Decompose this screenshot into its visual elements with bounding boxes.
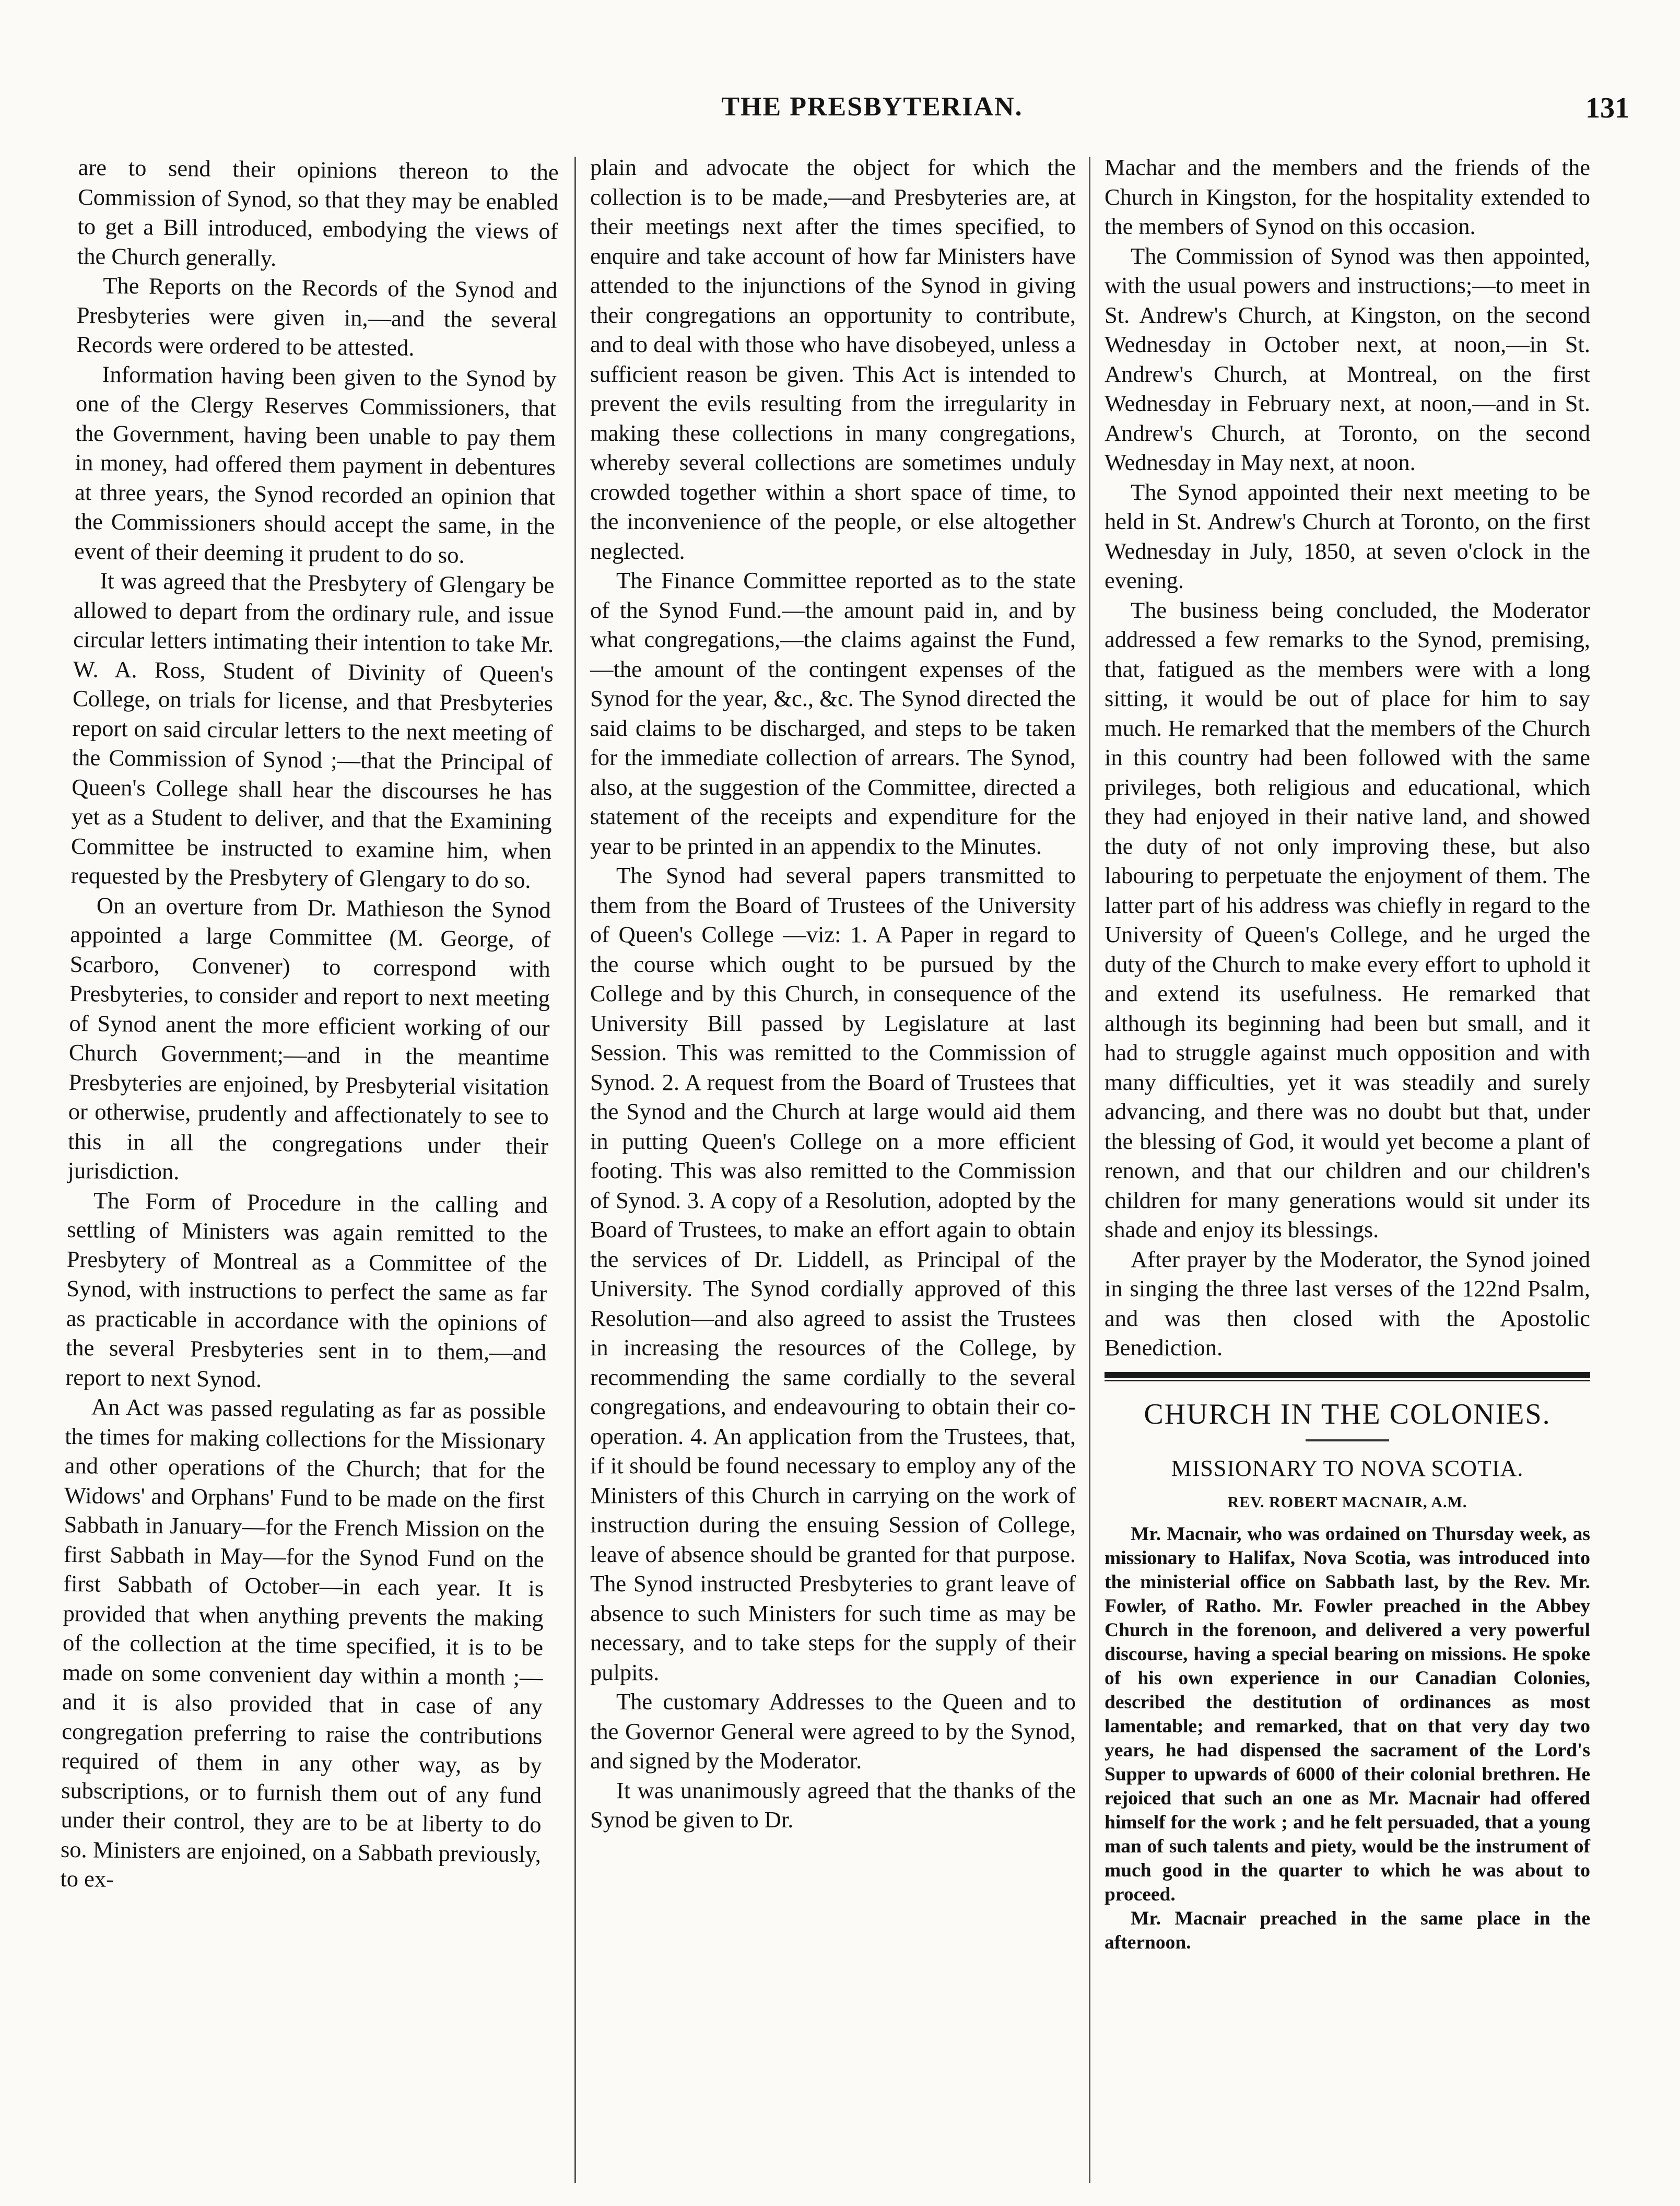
- column-divider-1: [574, 157, 576, 2183]
- paragraph: are to send their opinions thereon to the Commission of Synod, so that they may be enabled to get a Bill introduced, embodying the views of the Church generally.: [77, 154, 559, 271]
- paragraph: Mr. Macnair, who was ordained on Thursday week, as missionary to Halifax, Nova Scotia, was introduced into the ministerial office on Sabbath last, by the Rev. Mr. Fowler, of Ratho. Mr. Fowler preached in the Abbey Church in the forenoon, and delivered a very powerful discourse, having a special bearing on missions. He spoke of his own experience in our Canadian Colonies, described the destitution of ordinances as most lamentable; and remarked, that on that very day two years, he had dispensed the sacrament of the Lord's Supper to upwards of 6000 of their colonial brethren. He rejoiced that such an one as Mr. Macnair had offered himself for the work ; and he felt persuaded, that a young man of such talents and piety, would be the instrument of much good in the quarter to which he was about to proceed.: [1105, 1523, 1590, 1905]
- section-divider: [1105, 1372, 1590, 1380]
- short-divider: [1306, 1439, 1389, 1441]
- paragraph: The Synod had several papers transmitted to them from the Board of Trustees of the University of Queen's College —viz: 1. A Paper in regard to the course which ought to be pursued by the College and by this Church, in consequence of the University Bill passed by Legislature at last Session. This was remitted to the Commission of Synod. 2. A request from the Board of Trustees that the Synod and the Church at large would aid them in putting Queen's College on a more efficient footing. This was also remitted to the Commission of Synod. 3. A copy of a Resolution, adopted by the Board of Trustees, to make an effort again to obtain the services of Dr. Liddell, as Principal of the University. The Synod cordially approved of this Resolution—and also agreed to assist the Trustees in increasing the resources of the College, by recommending the same cordially to the several congregations, and endeavouring to obtain their co-operation. 4. An application from the Trustees, that, if it should be found necessary to employ any of the Ministers of this Church in carrying on the work of instruction during the ensuing Session of College, leave of absence should be granted for that purpose. The Synod instructed Presbyteries to grant leave of absence to such Ministers for such time as may be necessary, and to take steps for the supply of their pulpits.: [590, 862, 1076, 1685]
- paragraph: plain and advocate the object for which the collection is to be made,—and Presbyteries are, at their meetings next after the times specified, to enquire and take account of how far Ministers have attended to the injunctions of the Synod in giving their congregations an opportunity to contribute, and to deal with those who have disobeyed, unless a sufficient reason be given. This Act is intended to prevent the evils resulting from the irregularity in making these collections in many congregations, whereby several collections are sometimes unduly crowded together within a short space of time, to the inconvenience of the people, or else altogether neglected.: [590, 154, 1076, 564]
- paragraph: The Form of Procedure in the calling and settling of Ministers was again remitted to the Presbytery of Montreal as a Committee of the Synod, with instructions to perfect the same as far as practicable in accordance with the opinions of the several Presbyteries sent in to them,—and report to next Synod.: [65, 1187, 548, 1392]
- paragraph: The business being concluded, the Moderator addressed a few remarks to the Synod, premising, that, fatigued as the members were with a long sitting, it would be out of place for him to say much. He remarked that the members of the Church in this country had been followed with the same privileges, both religious and educational, which they had enjoyed in their native land, and showed the duty of not only improving these, but also labouring to perpetuate the enjoyment of them. The latter part of his address was chiefly in regard to the University of Queen's College, and he urged the duty of the Church to make every effort to uphold it and extend its usefulness. He remarked that although its beginning had been but small, and it had to struggle against much opposition and with many difficulties, yet it was steadily and surely advancing, and there was no doubt but that, under the blessing of God, it would yet become a plant of renown, and that our children and our children's children for many generations would sit under its shade and enjoy its blessings.: [1105, 596, 1590, 1242]
- page-header: [115, 91, 1629, 138]
- paragraph: The Reports on the Records of the Synod and Presbyteries were given in,—and the several Records were ordered to be attested.: [76, 272, 558, 361]
- section-title: CHURCH IN THE COLONIES.: [1144, 1398, 1551, 1430]
- running-title: THE PRESBYTERIAN.: [721, 92, 1023, 122]
- paragraph: It was agreed that the Presbytery of Glengary be allowed to depart from the ordinary rule, and issue circular letters intimating their intention to take Mr. W. A. Ross, Student of Divinity of Queen's College, on trials for license, and that Presbyteries report on said circular letters to the next meeting of the Commission of Synod ;—that the Principal of Queen's College shall hear the discourses he has yet as a Student to deliver, and that the Examining Committee be instructed to examine him, when requested by the Presbytery of Glengary to do so.: [71, 567, 555, 894]
- paragraph: Mr. Macnair preached in the same place in the afternoon.: [1105, 1908, 1590, 1953]
- page-number: 131: [1585, 92, 1629, 124]
- paragraph: On an overture from Dr. Mathieson the Synod appointed a large Committee (M. George, of Scarboro, Convener) to correspond with Presbyteries, to consider and report to next meeting of Synod anent the more efficient working of our Church Government;—and in the meantime Presbyteries are enjoined, by Presbyterial visitation or otherwise, prudently and affectionately to see to this in all the congregations under their jurisdiction.: [67, 891, 551, 1185]
- column-2: [590, 152, 1076, 1835]
- byline: REV. ROBERT MACNAIR, A.M.: [1227, 1493, 1467, 1511]
- paragraph: After prayer by the Moderator, the Synod joined in singing the three last verses of the 122nd Psalm, and was then closed with the Apostolic Benediction.: [1105, 1246, 1590, 1360]
- paragraph: Machar and the members and the friends of the Church in Kingston, for the hospitality extended to the members of Synod on this occasion.: [1105, 154, 1590, 239]
- article-title: MISSIONARY TO NOVA SCOTIA.: [1171, 1456, 1524, 1481]
- paragraph: The Synod appointed their next meeting to be held in St. Andrew's Church at Toronto, on the first Wednesday in July, 1850, at seven o'clock in the evening.: [1105, 478, 1590, 593]
- paragraph: Information having been given to the Synod by one of the Clergy Reserves Commissioners, that the Government, having been unable to pay them in money, had offered them payment in debentures at three years, the Synod recorded an opinion that the Commissioners should accept the same, in the event of their deeming it prudent to do so.: [74, 361, 557, 568]
- article-body: [1105, 1522, 1590, 1955]
- paragraph: The Commission of Synod was then appointed, with the usual powers and instructions;—to meet in St. Andrew's Church, at Kingston, on the second Wednesday in October next, at noon,—in St. Andrew's Church, at Montreal, on the first Wednesday in February next, at noon,—and in St. Andrew's Church, at Toronto, on the second Wednesday in May next, at noon.: [1105, 242, 1590, 475]
- paragraph: It was unanimously agreed that the thanks of the Synod be given to Dr.: [590, 1777, 1076, 1833]
- column-divider-2: [1089, 157, 1090, 2183]
- column-3: [1105, 152, 1590, 1955]
- paragraph: The Finance Committee reported as to the state of the Synod Fund.—the amount paid in, and by what congregations,—the claims against the Fund,—the amount of the contingent expenses of the Synod for the year, &c., &c. The Synod directed the said claims to be discharged, and steps to be taken for the immediate collection of arrears. The Synod, also, at the suggestion of the Committee, directed a statement of the receipts and expenditure for the year to be printed in an appendix to the Minutes.: [590, 567, 1076, 859]
- paragraph: An Act was passed regulating as far as possible the times for making collections for the Missionary and other operations of the Church; that for the Widows' and Orphans' Fund to be made on the first Sabbath in January—for the French Mission on the first Sabbath in May—for the Synod Fund on the first Sabbath of October—in each year. It is provided that when anything prevents the making of the collection at the time specified, it is to be made on some convenient day within a month ;—and it is also provided that in case of any congregation preferring to raise the contributions required of them in any other way, as by subscriptions, or to furnish them out of any fund under their control, they are to be at liberty to do so. Ministers are enjoined, on a Sabbath previously, to ex-: [60, 1393, 546, 1892]
- paragraph: The customary Addresses to the Queen and to the Governor General were agreed to by the Synod, and signed by the Moderator.: [590, 1688, 1076, 1774]
- column-1: [60, 152, 559, 1898]
